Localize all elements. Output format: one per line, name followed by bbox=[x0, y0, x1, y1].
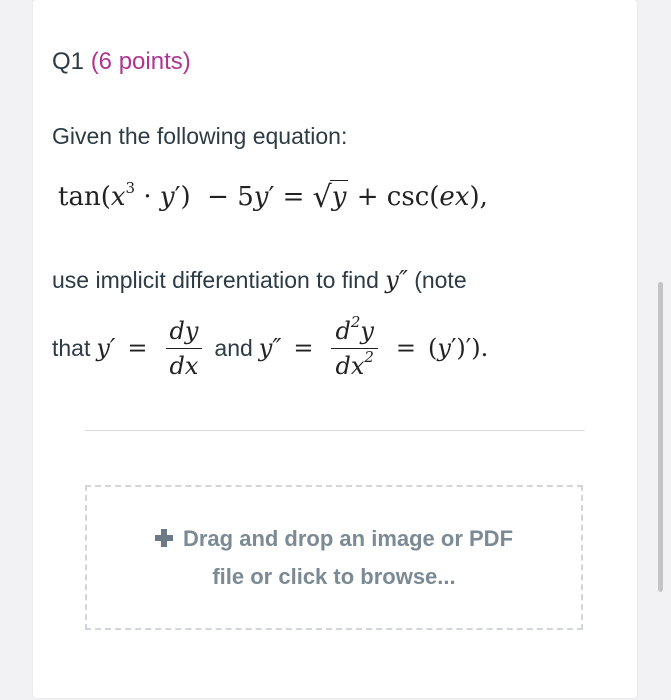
y-prime-prime-expression: (y′)′). bbox=[428, 334, 489, 362]
note-open: (note bbox=[414, 267, 467, 293]
instruction-line bbox=[52, 266, 467, 294]
question-prompt: Given the following equation: bbox=[52, 123, 348, 149]
dropzone-line1: Drag and drop an image or PDF bbox=[182, 525, 514, 551]
file-dropzone[interactable] bbox=[85, 485, 583, 630]
and-label: and bbox=[214, 334, 253, 361]
instruction-text: use implicit differentiation to find bbox=[52, 267, 379, 293]
equation: $\tan(x^3 \cdot y') - 5y' = √y + \csc(ex)$, bbox=[58, 179, 488, 215]
y-double-prime-2: y″ bbox=[258, 334, 282, 362]
scrollbar[interactable] bbox=[658, 282, 663, 592]
dy-dx-fraction: $\frac{dy}{dx}$ bbox=[166, 316, 203, 381]
d2y-dx2-fraction: $\frac{d^2y}{dx^2}$ bbox=[331, 316, 377, 381]
dropzone-line2: file or click to browse... bbox=[212, 563, 456, 589]
derivative-note: that y′ = $\frac{dy}{dx}$ and y″ = $\frac{d^2y}{dx^2}$ = (y′)′). bbox=[52, 312, 489, 380]
that-label: that bbox=[52, 334, 91, 361]
question-header bbox=[52, 48, 191, 76]
divider bbox=[85, 430, 585, 431]
y-double-prime: y″ bbox=[385, 266, 408, 294]
question-points: (6 points) bbox=[90, 48, 191, 75]
y-prime: y′ bbox=[96, 334, 116, 362]
question-number: Q1 bbox=[52, 48, 85, 75]
plus-icon bbox=[155, 529, 173, 547]
